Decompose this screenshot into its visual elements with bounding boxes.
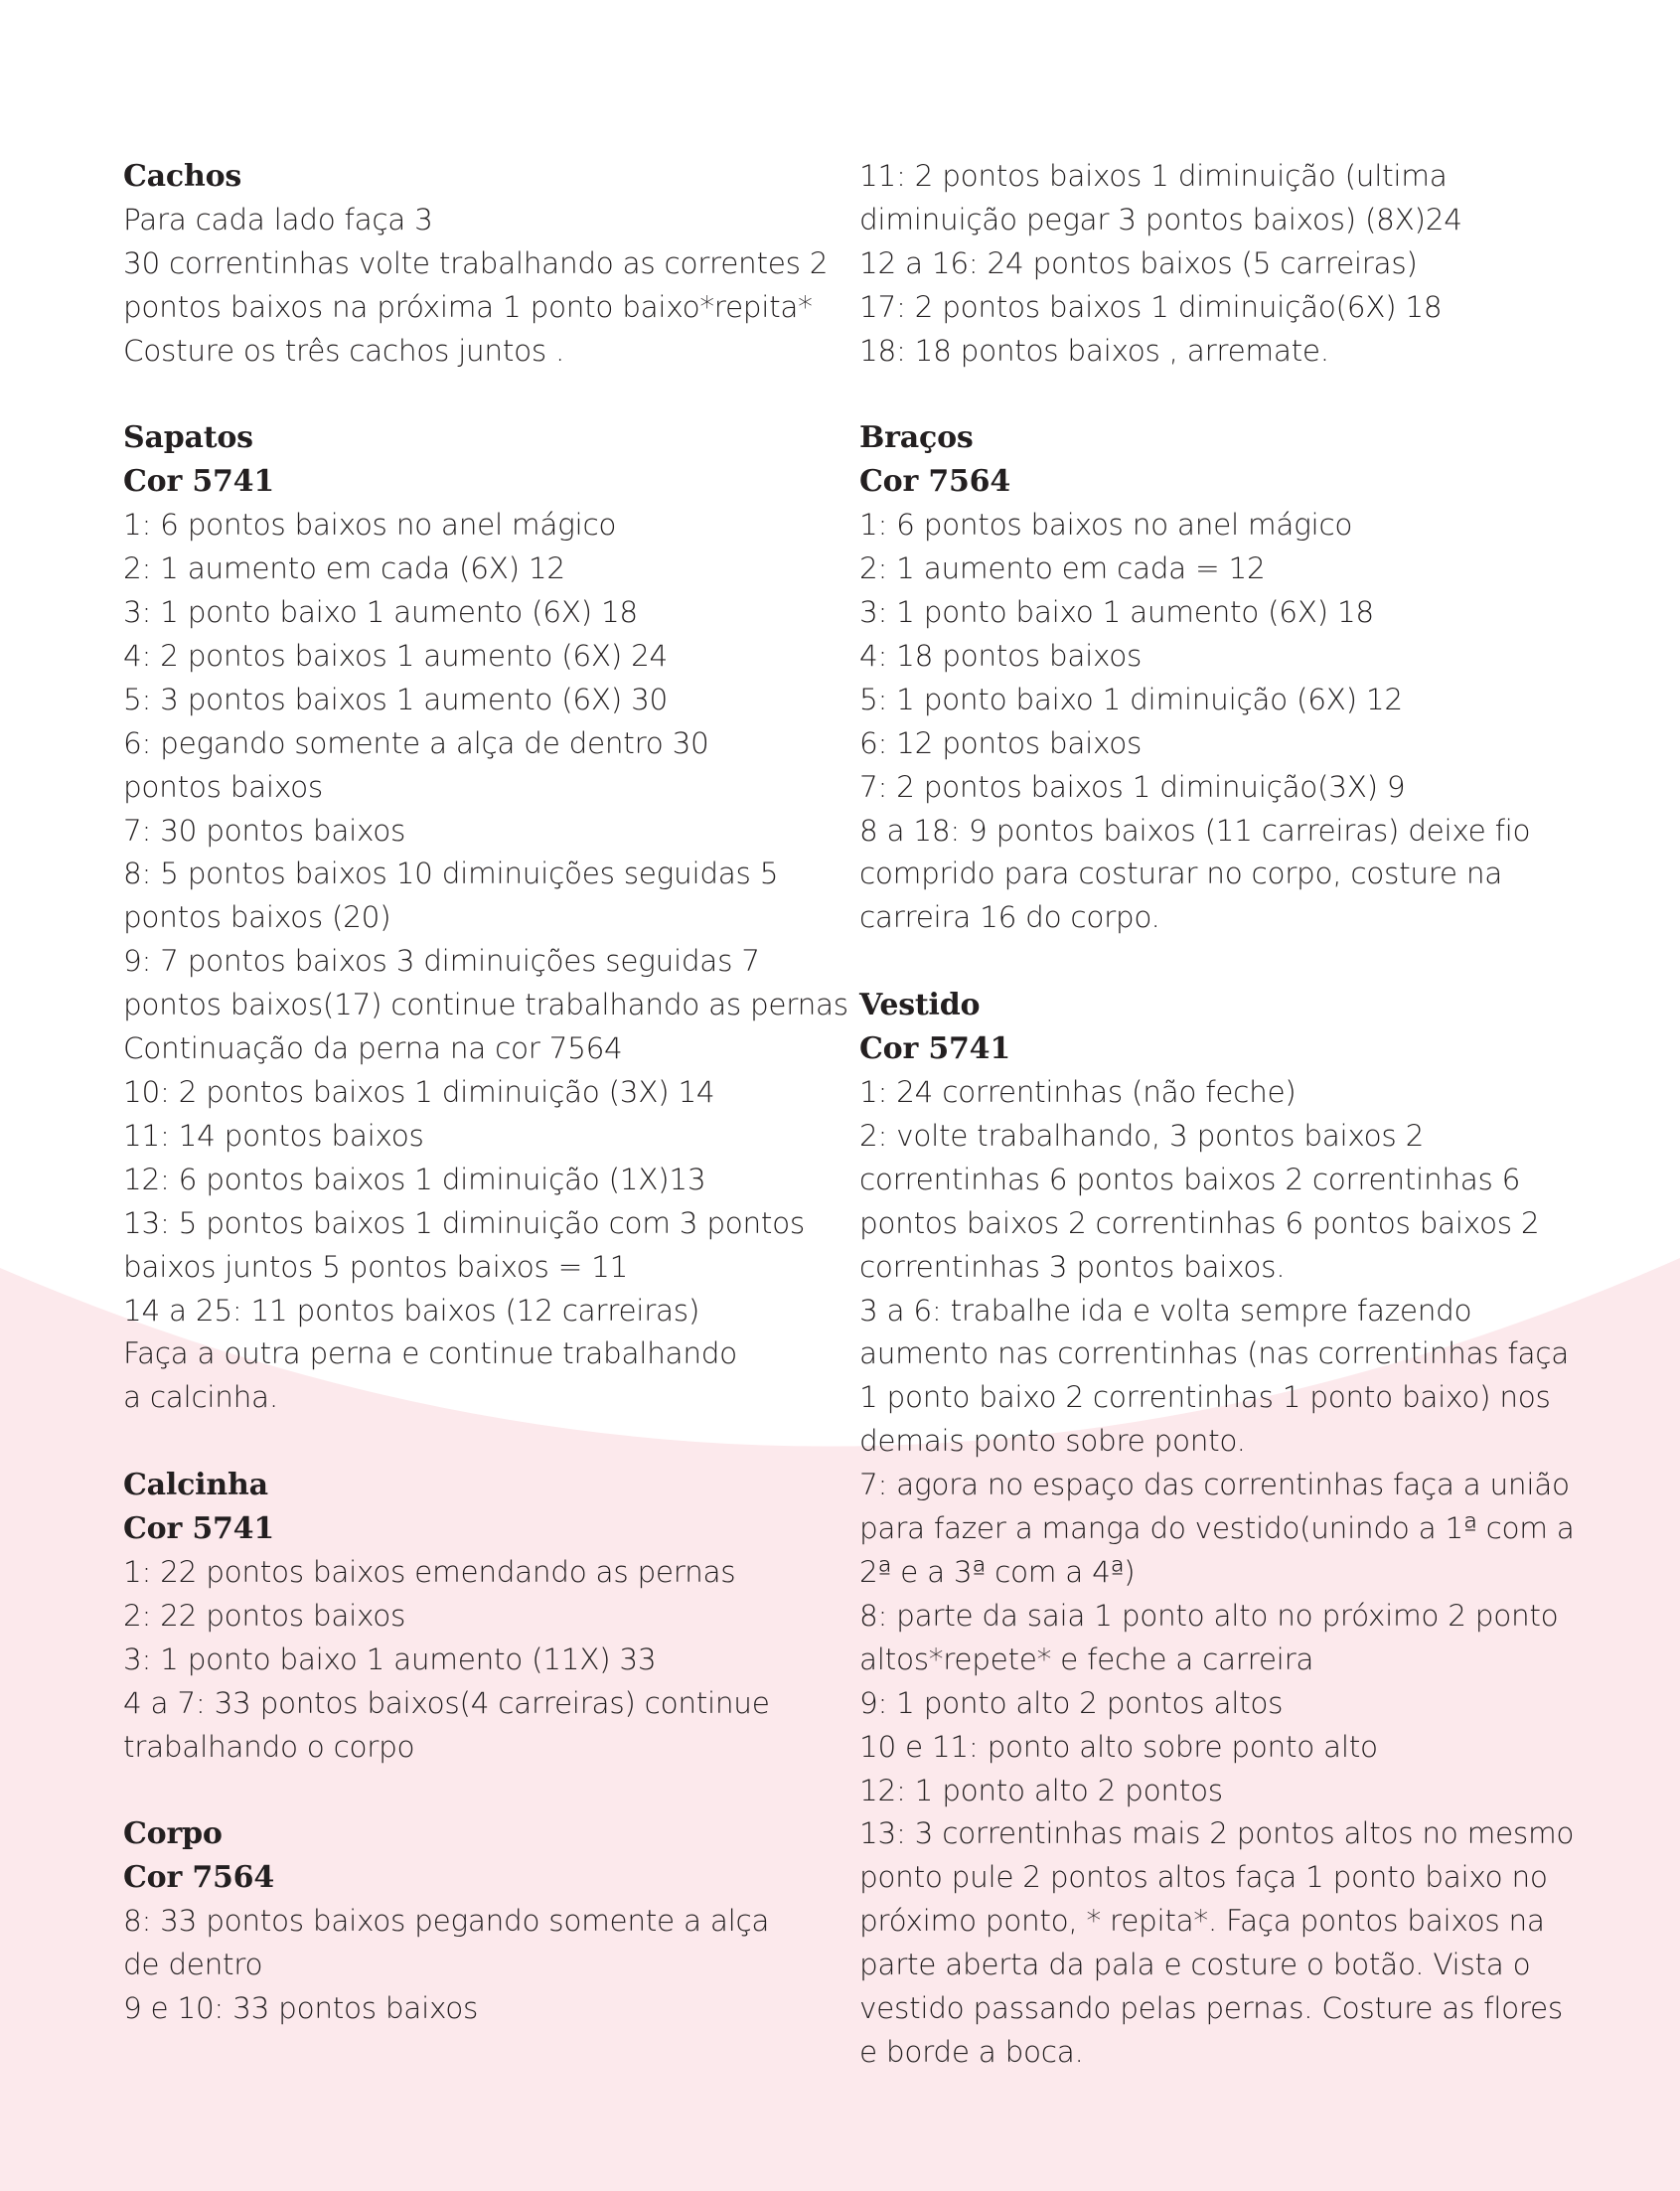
instruction-line: próximo ponto, * repita*. Faça pontos baixos na [859, 1904, 1545, 1939]
instruction-line: 1 ponto baixo 2 correntinhas 1 ponto baixo) nos [859, 1380, 1551, 1415]
instruction-line: 4 a 7: 33 pontos baixos(4 carreiras) continue [123, 1685, 770, 1720]
section-continuation [859, 155, 1575, 374]
instruction-line: 2: 22 pontos baixos [123, 1598, 406, 1633]
instruction-line: 8 a 18: 9 pontos baixos (11 carreiras) deixe fio [859, 813, 1531, 848]
instruction-line: 6: pegando somente a alça de dentro 30 [123, 725, 709, 760]
instruction-line: 11: 2 pontos baixos 1 diminuição (ultima [859, 159, 1448, 193]
instruction-line: 3 a 6: trabalhe ida e volta sempre fazendo [859, 1293, 1472, 1328]
instruction-line: pontos baixos na próxima 1 ponto baixo*repita* [123, 289, 813, 324]
instruction-line: Faça a outra perna e continue trabalhando [123, 1336, 737, 1371]
instruction-line: e borde a boca. [859, 2034, 1084, 2069]
instruction-line: 7: agora no espaço das correntinhas faça a união [859, 1468, 1570, 1502]
instruction-line: 12: 1 ponto alto 2 pontos [859, 1773, 1223, 1807]
instruction-line: 1: 6 pontos baixos no anel mágico [859, 508, 1353, 543]
instruction-line: carreira 16 do corpo. [859, 900, 1160, 935]
instruction-line: 14 a 25: 11 pontos baixos (12 carreiras) [123, 1293, 700, 1328]
instruction-line: 2: 1 aumento em cada = 12 [859, 551, 1266, 586]
instruction-line: 12: 6 pontos baixos 1 diminuição (1X)13 [123, 1162, 706, 1196]
instruction-line: 6: 12 pontos baixos [859, 725, 1143, 760]
instruction-line: demais ponto sobre ponto. [859, 1424, 1246, 1459]
instruction-line: trabalhando o corpo [123, 1729, 415, 1764]
instruction-line: correntinhas 6 pontos baixos 2 correntinhas 6 [859, 1162, 1521, 1196]
instruction-line: aumento nas correntinhas (nas correntinhas faça [859, 1336, 1569, 1371]
instruction-line: 17: 2 pontos baixos 1 diminuição(6X) 18 [859, 289, 1443, 324]
section-title: Calcinha [123, 1468, 268, 1503]
instruction-line: 5: 1 ponto baixo 1 diminuição (6X) 12 [859, 682, 1403, 716]
section-title: Cachos [123, 159, 242, 194]
section-bra-os [859, 416, 1575, 940]
instruction-line: 13: 5 pontos baixos 1 diminuição com 3 pontos [123, 1205, 805, 1240]
instruction-line: 9 e 10: 33 pontos baixos [123, 1991, 479, 2026]
instruction-line: 2: 1 aumento em cada (6X) 12 [123, 551, 565, 586]
instruction-line: 3: 1 ponto baixo 1 aumento (6X) 18 [123, 595, 638, 630]
instruction-line: pontos baixos (20) [123, 900, 391, 935]
instruction-line: 13: 3 correntinhas mais 2 pontos altos no mesmo [859, 1816, 1575, 1851]
color-code: Cor 7564 [123, 1860, 275, 1896]
right-column [859, 155, 1575, 2118]
instruction-line: altos*repete* e feche a carreira [859, 1642, 1314, 1676]
section-title: Sapatos [123, 420, 253, 456]
instruction-line: 18: 18 pontos baixos , arremate. [859, 333, 1329, 368]
section-title: Vestido [859, 988, 981, 1023]
instruction-line: 9: 7 pontos baixos 3 diminuições seguidas 7 [123, 944, 760, 979]
instruction-line: 10: 2 pontos baixos 1 diminuição (3X) 14 [123, 1075, 715, 1110]
instruction-line: Costure os três cachos juntos . [123, 333, 565, 368]
instruction-line: 2: volte trabalhando, 3 pontos baixos 2 [859, 1118, 1425, 1153]
section-vestido [859, 984, 1575, 2075]
instruction-line: baixos juntos 5 pontos baixos = 11 [123, 1249, 629, 1284]
color-code: Cor 7564 [859, 464, 1011, 500]
instruction-line: diminuição pegar 3 pontos baixos) (8X)24 [859, 202, 1462, 236]
section-title: Braços [859, 420, 974, 456]
instruction-line: correntinhas 3 pontos baixos. [859, 1249, 1286, 1284]
instruction-line: 1: 22 pontos baixos emendando as pernas [123, 1554, 736, 1589]
instruction-line: pontos baixos 2 correntinhas 6 pontos baixos 2 [859, 1205, 1540, 1240]
instruction-line: 8: 5 pontos baixos 10 diminuições seguidas 5 [123, 857, 779, 891]
section-calcinha [123, 1464, 839, 1769]
instruction-line: de dentro [123, 1948, 263, 1982]
section-sapatos [123, 416, 848, 1420]
instruction-line: 30 correntinhas volte trabalhando as correntes 2 [123, 245, 829, 280]
color-code: Cor 5741 [123, 1511, 275, 1547]
instruction-line: 3: 1 ponto baixo 1 aumento (11X) 33 [123, 1642, 657, 1676]
instruction-line: 12 a 16: 24 pontos baixos (5 carreiras) [859, 245, 1418, 280]
instruction-line: vestido passando pelas pernas. Costure as flores [859, 1991, 1563, 2026]
instruction-line: parte aberta da pala e costure o botão. Vista o [859, 1948, 1531, 1982]
instruction-line: pontos baixos [123, 769, 323, 804]
instruction-line: Para cada lado faça 3 [123, 202, 433, 236]
instruction-line: 5: 3 pontos baixos 1 aumento (6X) 30 [123, 682, 669, 716]
instruction-line: ponto pule 2 pontos altos faça 1 ponto baixo no [859, 1860, 1548, 1895]
section-corpo [123, 1812, 839, 2031]
instruction-line: comprido para costurar no corpo, costure na [859, 857, 1503, 891]
instruction-line: 1: 6 pontos baixos no anel mágico [123, 508, 617, 543]
instruction-line: a calcinha. [123, 1380, 278, 1415]
section-cachos [123, 155, 839, 374]
color-code: Cor 5741 [859, 1031, 1011, 1067]
instruction-line: 7: 30 pontos baixos [123, 813, 406, 848]
instruction-line: para fazer a manga do vestido(unindo a 1ª com a [859, 1511, 1575, 1546]
instruction-line: Continuação da perna na cor 7564 [123, 1031, 623, 1066]
instruction-line: 11: 14 pontos baixos [123, 1118, 424, 1153]
instruction-line: 10 e 11: ponto alto sobre ponto alto [859, 1729, 1378, 1764]
instruction-line: 4: 18 pontos baixos [859, 638, 1143, 673]
left-column [123, 155, 848, 2075]
instruction-line: 8: parte da saia 1 ponto alto no próximo 2 ponto [859, 1598, 1559, 1633]
instruction-line: 1: 24 correntinhas (não feche) [859, 1075, 1297, 1109]
instruction-line: 7: 2 pontos baixos 1 diminuição(3X) 9 [859, 769, 1406, 804]
color-code: Cor 5741 [123, 464, 275, 500]
instruction-line: pontos baixos(17) continue trabalhando as pernas [123, 988, 848, 1022]
instruction-line: 4: 2 pontos baixos 1 aumento (6X) 24 [123, 638, 669, 673]
section-title: Corpo [123, 1816, 223, 1852]
instruction-line: 9: 1 ponto alto 2 pontos altos [859, 1685, 1284, 1720]
instruction-line: 8: 33 pontos baixos pegando somente a alça [123, 1904, 770, 1939]
instruction-line: 2ª e a 3ª com a 4ª) [859, 1554, 1136, 1589]
instruction-line: 3: 1 ponto baixo 1 aumento (6X) 18 [859, 595, 1374, 630]
